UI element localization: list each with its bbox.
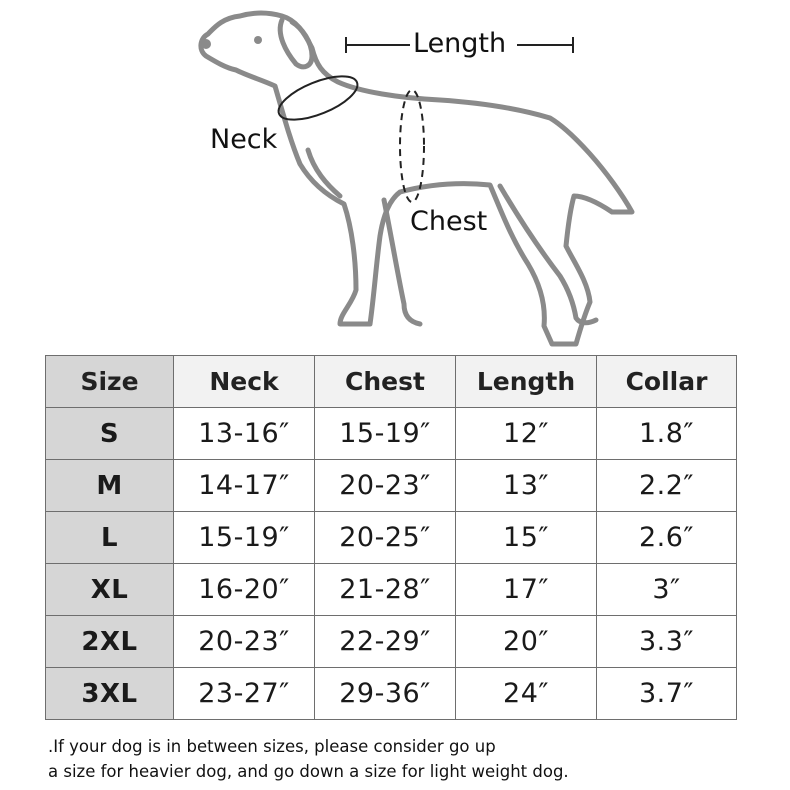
neck-cell: 13-16″ [174,408,315,460]
collar-cell: 3″ [597,564,737,616]
length-cell: 13″ [456,460,597,512]
length-cell: 20″ [456,616,597,668]
sizing-note-line-2: a size for heavier dog, and go down a size for light weight dog. [48,762,569,781]
neck-measure-icon [273,67,363,128]
header-length: Length [456,356,597,408]
chest-cell: 21-28″ [315,564,456,616]
header-size: Size [46,356,174,408]
length-cell: 15″ [456,512,597,564]
table-row [46,512,737,564]
size-cell: M [46,460,174,512]
table-row [46,408,737,460]
length-label: Length [413,28,507,59]
neck-cell: 15-19″ [174,512,315,564]
collar-cell: 3.3″ [597,616,737,668]
size-cell: L [46,512,174,564]
size-cell: S [46,408,174,460]
table-row [46,668,737,720]
chest-label: Chest [410,206,488,237]
collar-cell: 2.6″ [597,512,737,564]
chest-cell: 20-23″ [315,460,456,512]
chest-cell: 15-19″ [315,408,456,460]
size-cell: 2XL [46,616,174,668]
header-chest: Chest [315,356,456,408]
neck-label: Neck [210,124,278,155]
collar-cell: 3.7″ [597,668,737,720]
chest-cell: 22-29″ [315,616,456,668]
dog-measurement-illustration [0,0,790,352]
table-row [46,564,737,616]
eye-icon [254,36,262,44]
length-cell: 17″ [456,564,597,616]
neck-cell: 14-17″ [174,460,315,512]
nose-icon [201,39,211,49]
sizing-note-line-1: .If your dog is in between sizes, please consider go up [48,737,496,756]
chest-cell: 20-25″ [315,512,456,564]
header-collar: Collar [597,356,737,408]
length-cell: 12″ [456,408,597,460]
size-cell: XL [46,564,174,616]
collar-cell: 2.2″ [597,460,737,512]
table-header-row [46,356,737,408]
collar-cell: 1.8″ [597,408,737,460]
table-row [46,616,737,668]
dog-outline-icon [201,13,632,344]
header-neck: Neck [174,356,315,408]
sizing-note [48,734,768,784]
size-cell: 3XL [46,668,174,720]
neck-cell: 23-27″ [174,668,315,720]
chest-measure-icon [400,90,424,202]
table-row [46,460,737,512]
neck-cell: 16-20″ [174,564,315,616]
length-cell: 24″ [456,668,597,720]
neck-cell: 20-23″ [174,616,315,668]
chest-cell: 29-36″ [315,668,456,720]
size-chart-table [45,355,737,720]
